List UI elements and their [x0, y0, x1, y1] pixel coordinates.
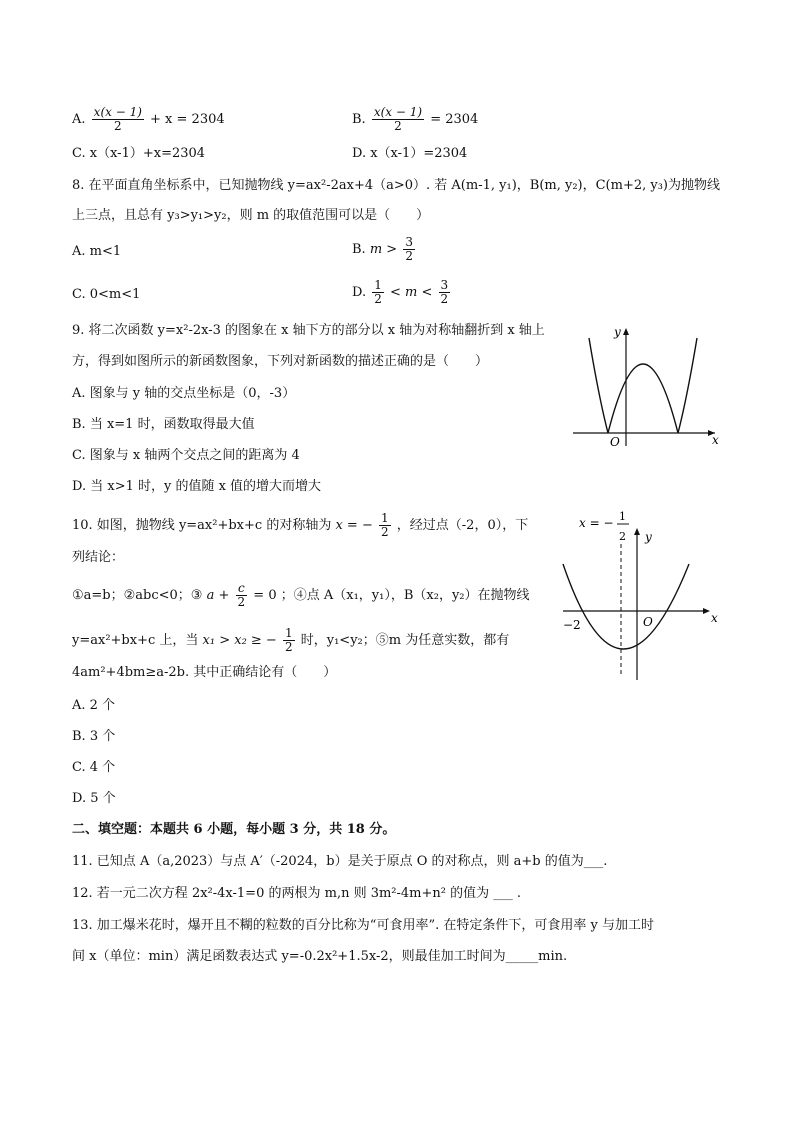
q10-option-c: C. 4 个: [72, 760, 116, 775]
tick-label: −2: [563, 618, 581, 632]
q10-option-a: A. 2 个: [72, 698, 116, 713]
fraction: $\frac{3}{2}$: [440, 278, 449, 306]
axis-of-symmetry-label: x = −: [579, 516, 614, 530]
q10-line3: ①a=b；②abc<0；③ a + $\frac{c}{2}$ = 0 ；④点 A（x₁，y₁），B（x₂，y₂）在抛物线: [72, 581, 530, 609]
q13-line1: 13. 加工爆米花时，爆开且不糊的粒数的百分比称为“可食用率”. 在特定条件下，可食用率 y 与加工时: [72, 918, 654, 933]
q8-option-d: D. $\frac{1}{2}$ < m < $\frac{3}{2}$: [352, 278, 449, 306]
q11: 11. 已知点 A（a,2023）与点 A′（-2024，b）是关于原点 O 的对称点，则 a+b 的值为___.: [72, 854, 608, 869]
q10-graph: [545, 508, 735, 688]
q9-line1: 9. 将二次函数 y=x²-2x-3 的图象在 x 轴下方的部分以 x 轴为对称轴翻折到 x 轴上: [72, 323, 545, 338]
q8-option-b: B. m > $\frac{3}{2}$: [352, 235, 413, 263]
x-label: x: [712, 433, 719, 447]
fraction: $\frac{x(x - 1)}{2}$: [93, 105, 142, 133]
q10-line4: y=ax²+bx+c 上，当 x₁ > x₂ ≥ − $\frac{1}{2}$ 时，y₁<y₂；⑤m 为任意实数，都有: [72, 626, 510, 654]
folded-parabola: [589, 338, 697, 433]
q9-line2: 方，得到如图所示的新函数图象，下列对新函数的描述正确的是（ ）: [72, 354, 489, 369]
q9-option-d: D. 当 x>1 时，y 的值随 x 值的增大而增大: [72, 479, 322, 494]
y-label: y: [645, 530, 652, 544]
q9-graph: [565, 318, 735, 453]
axis-label-num: 1: [619, 510, 626, 523]
q9-option-a: A. 图象与 y 轴的交点坐标是（0，-3）: [72, 386, 296, 401]
axis-label-den: 2: [619, 530, 626, 543]
q10-option-b: B. 3 个: [72, 729, 116, 744]
q7-option-a: A. $\frac{x(x - 1)}{2}$ + x = 2304: [72, 105, 225, 133]
q10-line5: 4am²+4bm≥a-2b. 其中正确结论有（ ）: [72, 665, 337, 680]
fraction: $\frac{1}{2}$: [374, 278, 382, 306]
q8-option-c: C. 0<m<1: [72, 287, 141, 302]
q10-line2: 列结论：: [72, 550, 125, 565]
q9-option-b: B. 当 x=1 时，函数取得最大值: [72, 417, 255, 432]
fraction: $\frac{1}{2}$: [381, 511, 389, 539]
fraction: $\frac{x(x - 1)}{2}$: [373, 105, 423, 133]
fraction: $\frac{1}{2}$: [284, 626, 293, 654]
q10-line1: 10. 如图，抛物线 y=ax²+bx+c 的对称轴为 x = − $\frac{1}{2}$ ，经过点（-2，0），下: [72, 511, 529, 539]
section-heading: 二、填空题：本题共 6 小题，每小题 3 分，共 18 分。: [72, 822, 396, 837]
q9-option-c: C. 图象与 x 轴两个交点之间的距离为 4: [72, 448, 300, 463]
q7-option-d: D. x（x-1）=2304: [352, 146, 468, 161]
q13-line2: 间 x（单位：min）满足函数表达式 y=-0.2x²+1.5x-2，则最佳加工时间为_____min.: [72, 949, 568, 964]
y-axis-arrow: [623, 328, 629, 335]
fraction: $\frac{3}{2}$: [405, 235, 413, 263]
q10-option-d: D. 5 个: [72, 791, 116, 806]
q8-line1: 8. 在平面直角坐标系中，已知抛物线 y=ax²-2ax+4（a>0）. 若 A(m-1, y₁)，B(m, y₂)，C(m+2, y₃)为抛物线: [72, 178, 721, 193]
parabola: [563, 564, 689, 649]
fraction: $\frac{c}{2}$: [237, 581, 246, 609]
q12: 12. 若一元二次方程 2x²-4x-1=0 的两根为 m,n 则 3m²-4m+n² 的值为 ___ .: [72, 886, 522, 901]
q7-option-c: C. x（x-1）+x=2304: [72, 146, 206, 161]
q7-option-b: B. $\frac{x(x - 1)}{2}$ = 2304: [352, 105, 479, 133]
x-axis-arrow: [703, 608, 710, 614]
x-label: x: [711, 611, 718, 625]
y-label: y: [614, 325, 621, 339]
y-axis-arrow: [634, 528, 640, 535]
q8-option-a: A. m<1: [72, 244, 122, 259]
origin-label: O: [643, 615, 653, 629]
q8-line2: 上三点，且总有 y₃>y₁>y₂，则 m 的取值范围可以是（ ）: [72, 208, 430, 223]
origin-label: O: [610, 435, 620, 449]
